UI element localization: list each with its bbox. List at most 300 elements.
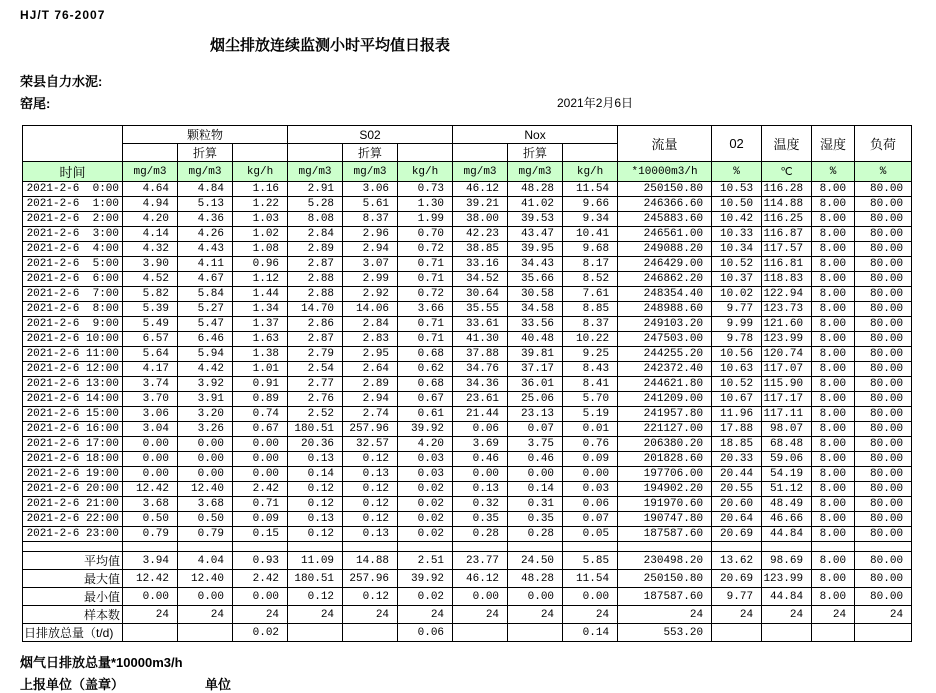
value-cell: 117.57 xyxy=(762,242,812,257)
value-cell: 10.52 xyxy=(712,377,762,392)
value-cell: 37.88 xyxy=(453,347,508,362)
summary-label: 日排放总量（t/d) xyxy=(23,624,123,642)
value-cell: 2.64 xyxy=(343,362,398,377)
value-cell: 8.00 xyxy=(812,182,855,197)
value-cell: 0.61 xyxy=(398,407,453,422)
value-cell: 0.15 xyxy=(233,527,288,542)
flue-gas-total-label: 烟气日排放总量*10000m3/h xyxy=(20,655,183,670)
summary-value-cell: 24 xyxy=(712,606,762,624)
value-cell: 5.64 xyxy=(123,347,178,362)
value-cell: 80.00 xyxy=(855,317,912,332)
time-cell: 2021-2-6 13:00 xyxy=(23,377,123,392)
value-cell: 0.62 xyxy=(398,362,453,377)
value-cell: 3.70 xyxy=(123,392,178,407)
value-cell: 25.06 xyxy=(508,392,563,407)
summary-value-cell: 24.50 xyxy=(508,552,563,570)
value-cell: 80.00 xyxy=(855,437,912,452)
summary-value-cell: 4.04 xyxy=(178,552,233,570)
time-cell: 2021-2-6 9:00 xyxy=(23,317,123,332)
nox-group-header: Nox xyxy=(453,126,618,144)
value-cell: 0.68 xyxy=(398,377,453,392)
value-cell: 8.00 xyxy=(812,347,855,362)
value-cell: 5.61 xyxy=(343,197,398,212)
value-cell: 59.06 xyxy=(762,452,812,467)
summary-value-cell xyxy=(812,624,855,642)
summary-value-cell: 24 xyxy=(233,606,288,624)
time-cell: 2021-2-6 0:00 xyxy=(23,182,123,197)
value-cell: 8.00 xyxy=(812,467,855,482)
value-cell: 248354.40 xyxy=(618,287,712,302)
value-cell: 0.12 xyxy=(343,452,398,467)
company-name: 荣县自力水泥: xyxy=(20,74,103,89)
blank-cell xyxy=(453,542,508,552)
value-cell: 80.00 xyxy=(855,452,912,467)
blank-cell xyxy=(398,542,453,552)
table-row xyxy=(23,392,912,407)
value-cell: 0.12 xyxy=(343,512,398,527)
summary-value-cell: 46.12 xyxy=(453,570,508,588)
table-row xyxy=(23,437,912,452)
value-cell: 80.00 xyxy=(855,182,912,197)
value-cell: 121.60 xyxy=(762,317,812,332)
table-row xyxy=(23,482,912,497)
value-cell: 0.35 xyxy=(453,512,508,527)
unit-cell: % xyxy=(712,162,762,182)
summary-value-cell: 24 xyxy=(123,606,178,624)
blank-cell xyxy=(233,542,288,552)
value-cell: 1.44 xyxy=(233,287,288,302)
value-cell: 0.00 xyxy=(233,452,288,467)
value-cell: 1.99 xyxy=(398,212,453,227)
nox-converted-label: 折算 xyxy=(508,144,563,162)
o2-header: 02 xyxy=(712,126,762,162)
summary-value-cell: 2.42 xyxy=(233,570,288,588)
summary-value-cell: 8.00 xyxy=(812,570,855,588)
value-cell: 12.40 xyxy=(178,482,233,497)
summary-value-cell: 11.54 xyxy=(563,570,618,588)
value-cell: 5.39 xyxy=(123,302,178,317)
value-cell: 20.55 xyxy=(712,482,762,497)
table-row xyxy=(23,377,912,392)
value-cell: 249088.20 xyxy=(618,242,712,257)
value-cell: 80.00 xyxy=(855,482,912,497)
value-cell: 2.94 xyxy=(343,242,398,257)
value-cell: 201828.60 xyxy=(618,452,712,467)
summary-value-cell xyxy=(712,624,762,642)
value-cell: 17.88 xyxy=(712,422,762,437)
value-cell: 20.64 xyxy=(712,512,762,527)
unit-cell: mg/m3 xyxy=(288,162,343,182)
blank-cell xyxy=(855,542,912,552)
value-cell: 117.11 xyxy=(762,407,812,422)
value-cell: 80.00 xyxy=(855,227,912,242)
value-cell: 3.06 xyxy=(123,407,178,422)
value-cell: 2.84 xyxy=(288,227,343,242)
value-cell: 35.66 xyxy=(508,272,563,287)
value-cell: 8.00 xyxy=(812,377,855,392)
blank-cell xyxy=(453,144,508,162)
value-cell: 5.27 xyxy=(178,302,233,317)
blank-cell xyxy=(288,144,343,162)
value-cell: 4.94 xyxy=(123,197,178,212)
value-cell: 8.00 xyxy=(812,287,855,302)
value-cell: 8.00 xyxy=(812,302,855,317)
value-cell: 1.34 xyxy=(233,302,288,317)
value-cell: 244621.80 xyxy=(618,377,712,392)
value-cell: 0.06 xyxy=(563,497,618,512)
temp-header: 温度 xyxy=(762,126,812,162)
value-cell: 80.00 xyxy=(855,467,912,482)
table-row xyxy=(23,407,912,422)
value-cell: 3.66 xyxy=(398,302,453,317)
summary-value-cell: 80.00 xyxy=(855,570,912,588)
time-cell: 2021-2-6 7:00 xyxy=(23,287,123,302)
value-cell: 8.00 xyxy=(812,212,855,227)
value-cell: 46.66 xyxy=(762,512,812,527)
value-cell: 116.25 xyxy=(762,212,812,227)
value-cell: 0.50 xyxy=(123,512,178,527)
summary-value-cell: 24 xyxy=(288,606,343,624)
value-cell: 44.84 xyxy=(762,527,812,542)
value-cell: 116.87 xyxy=(762,227,812,242)
table-row xyxy=(23,257,912,272)
table-body xyxy=(23,182,912,642)
summary-value-cell: 98.69 xyxy=(762,552,812,570)
value-cell: 34.43 xyxy=(508,257,563,272)
summary-value-cell: 24 xyxy=(618,606,712,624)
blank-cell xyxy=(563,144,618,162)
summary-value-cell: 39.92 xyxy=(398,570,453,588)
value-cell: 3.07 xyxy=(343,257,398,272)
value-cell: 2.74 xyxy=(343,407,398,422)
summary-value-cell: 0.00 xyxy=(508,588,563,606)
summary-value-cell: 0.93 xyxy=(233,552,288,570)
value-cell: 4.67 xyxy=(178,272,233,287)
blank-cell xyxy=(812,542,855,552)
value-cell: 8.00 xyxy=(812,407,855,422)
value-cell: 20.60 xyxy=(712,497,762,512)
blank-cell xyxy=(123,542,178,552)
value-cell: 0.14 xyxy=(508,482,563,497)
table-row xyxy=(23,197,912,212)
value-cell: 34.36 xyxy=(453,377,508,392)
value-cell: 10.53 xyxy=(712,182,762,197)
blank-cell xyxy=(712,542,762,552)
value-cell: 9.68 xyxy=(563,242,618,257)
time-cell: 2021-2-6 16:00 xyxy=(23,422,123,437)
value-cell: 39.21 xyxy=(453,197,508,212)
value-cell: 80.00 xyxy=(855,272,912,287)
summary-value-cell xyxy=(288,624,343,642)
summary-label: 样本数 xyxy=(23,606,123,624)
blank-cell xyxy=(762,542,812,552)
value-cell: 5.82 xyxy=(123,287,178,302)
summary-value-cell: 80.00 xyxy=(855,552,912,570)
value-cell: 2.95 xyxy=(343,347,398,362)
value-cell: 4.32 xyxy=(123,242,178,257)
value-cell: 2.92 xyxy=(343,287,398,302)
value-cell: 4.64 xyxy=(123,182,178,197)
report-date: 2021年2月6日 xyxy=(557,96,634,110)
value-cell: 33.56 xyxy=(508,317,563,332)
value-cell: 116.81 xyxy=(762,257,812,272)
table-row xyxy=(23,302,912,317)
value-cell: 8.00 xyxy=(812,512,855,527)
value-cell: 0.09 xyxy=(563,452,618,467)
value-cell: 0.70 xyxy=(398,227,453,242)
value-cell: 1.63 xyxy=(233,332,288,347)
value-cell: 80.00 xyxy=(855,242,912,257)
value-cell: 0.28 xyxy=(508,527,563,542)
value-cell: 0.02 xyxy=(398,497,453,512)
value-cell: 0.96 xyxy=(233,257,288,272)
summary-value-cell: 14.88 xyxy=(343,552,398,570)
value-cell: 1.03 xyxy=(233,212,288,227)
pm-converted-label: 折算 xyxy=(178,144,233,162)
value-cell: 8.00 xyxy=(812,527,855,542)
value-cell: 8.00 xyxy=(812,362,855,377)
summary-value-cell: 3.94 xyxy=(123,552,178,570)
time-cell: 2021-2-6 6:00 xyxy=(23,272,123,287)
table-row xyxy=(23,242,912,257)
summary-value-cell xyxy=(453,624,508,642)
summary-value-cell: 44.84 xyxy=(762,588,812,606)
value-cell: 3.68 xyxy=(178,497,233,512)
value-cell: 247503.00 xyxy=(618,332,712,347)
value-cell: 8.00 xyxy=(812,197,855,212)
table-row xyxy=(23,317,912,332)
blank-cell xyxy=(618,542,712,552)
blank-cell xyxy=(288,542,343,552)
value-cell: 0.91 xyxy=(233,377,288,392)
summary-value-cell: 0.06 xyxy=(398,624,453,642)
value-cell: 0.35 xyxy=(508,512,563,527)
value-cell: 0.72 xyxy=(398,242,453,257)
value-cell: 8.00 xyxy=(812,392,855,407)
summary-value-cell: 0.02 xyxy=(233,624,288,642)
standard-code: HJ/T 76-2007 xyxy=(20,8,106,22)
value-cell: 0.13 xyxy=(343,467,398,482)
value-cell: 80.00 xyxy=(855,512,912,527)
value-cell: 0.02 xyxy=(398,512,453,527)
time-cell: 2021-2-6 15:00 xyxy=(23,407,123,422)
value-cell: 0.00 xyxy=(453,467,508,482)
value-cell: 48.49 xyxy=(762,497,812,512)
summary-value-cell: 0.00 xyxy=(233,588,288,606)
so2-converted-label: 折算 xyxy=(343,144,398,162)
value-cell: 0.06 xyxy=(453,422,508,437)
value-cell: 0.79 xyxy=(123,527,178,542)
value-cell: 187587.60 xyxy=(618,527,712,542)
value-cell: 242372.40 xyxy=(618,362,712,377)
value-cell: 0.03 xyxy=(563,482,618,497)
unit-label: 单位 xyxy=(205,677,232,692)
value-cell: 10.34 xyxy=(712,242,762,257)
value-cell: 4.84 xyxy=(178,182,233,197)
summary-value-cell: 9.77 xyxy=(712,588,762,606)
value-cell: 1.37 xyxy=(233,317,288,332)
value-cell: 9.77 xyxy=(712,302,762,317)
value-cell: 8.00 xyxy=(812,482,855,497)
value-cell: 250150.80 xyxy=(618,182,712,197)
value-cell: 10.22 xyxy=(563,332,618,347)
value-cell: 0.71 xyxy=(398,332,453,347)
value-cell: 123.99 xyxy=(762,332,812,347)
value-cell: 1.02 xyxy=(233,227,288,242)
unit-cell: mg/m3 xyxy=(123,162,178,182)
table-row xyxy=(23,212,912,227)
summary-value-cell: 0.14 xyxy=(563,624,618,642)
value-cell: 4.42 xyxy=(178,362,233,377)
flow-header: 流量 xyxy=(618,126,712,162)
value-cell: 54.19 xyxy=(762,467,812,482)
value-cell: 0.07 xyxy=(563,512,618,527)
value-cell: 5.49 xyxy=(123,317,178,332)
summary-value-cell xyxy=(855,624,912,642)
value-cell: 23.13 xyxy=(508,407,563,422)
spacer-row xyxy=(23,542,912,552)
summary-value-cell: 0.00 xyxy=(178,588,233,606)
summary-value-cell: 24 xyxy=(398,606,453,624)
value-cell: 194902.20 xyxy=(618,482,712,497)
summary-value-cell: 24 xyxy=(508,606,563,624)
value-cell: 8.00 xyxy=(812,257,855,272)
value-cell: 8.00 xyxy=(812,437,855,452)
value-cell: 0.00 xyxy=(508,467,563,482)
value-cell: 42.23 xyxy=(453,227,508,242)
value-cell: 51.12 xyxy=(762,482,812,497)
value-cell: 8.00 xyxy=(812,317,855,332)
value-cell: 0.68 xyxy=(398,347,453,362)
value-cell: 80.00 xyxy=(855,497,912,512)
value-cell: 241957.80 xyxy=(618,407,712,422)
value-cell: 35.55 xyxy=(453,302,508,317)
value-cell: 0.13 xyxy=(288,512,343,527)
value-cell: 10.41 xyxy=(563,227,618,242)
value-cell: 8.00 xyxy=(812,272,855,287)
value-cell: 10.37 xyxy=(712,272,762,287)
value-cell: 80.00 xyxy=(855,197,912,212)
value-cell: 2.94 xyxy=(343,392,398,407)
value-cell: 80.00 xyxy=(855,422,912,437)
value-cell: 9.99 xyxy=(712,317,762,332)
footer-line2 xyxy=(20,674,936,690)
value-cell: 6.57 xyxy=(123,332,178,347)
value-cell: 2.99 xyxy=(343,272,398,287)
value-cell: 244255.20 xyxy=(618,347,712,362)
summary-value-cell: 20.69 xyxy=(712,570,762,588)
value-cell: 3.04 xyxy=(123,422,178,437)
time-cell: 2021-2-6 19:00 xyxy=(23,467,123,482)
unit-cell: mg/m3 xyxy=(453,162,508,182)
value-cell: 8.17 xyxy=(563,257,618,272)
summary-label: 最小值 xyxy=(23,588,123,606)
value-cell: 39.53 xyxy=(508,212,563,227)
value-cell: 2.88 xyxy=(288,272,343,287)
value-cell: 20.44 xyxy=(712,467,762,482)
group-header-row xyxy=(23,126,912,144)
summary-value-cell xyxy=(508,624,563,642)
value-cell: 3.74 xyxy=(123,377,178,392)
summary-value-cell: 48.28 xyxy=(508,570,563,588)
value-cell: 0.79 xyxy=(178,527,233,542)
value-cell: 0.02 xyxy=(398,527,453,542)
value-cell: 10.50 xyxy=(712,197,762,212)
value-cell: 191970.60 xyxy=(618,497,712,512)
value-cell: 2.87 xyxy=(288,332,343,347)
summary-value-cell: 187587.60 xyxy=(618,588,712,606)
table-row xyxy=(23,182,912,197)
value-cell: 68.48 xyxy=(762,437,812,452)
table-row xyxy=(23,467,912,482)
table-row xyxy=(23,227,912,242)
value-cell: 9.78 xyxy=(712,332,762,347)
value-cell: 0.12 xyxy=(343,482,398,497)
table-header xyxy=(23,126,912,182)
value-cell: 0.13 xyxy=(453,482,508,497)
value-cell: 4.11 xyxy=(178,257,233,272)
value-cell: 23.61 xyxy=(453,392,508,407)
summary-value-cell: 0.00 xyxy=(563,588,618,606)
value-cell: 80.00 xyxy=(855,212,912,227)
summary-value-cell: 0.02 xyxy=(398,588,453,606)
summary-row xyxy=(23,552,912,570)
blank-cell xyxy=(508,542,563,552)
value-cell: 18.85 xyxy=(712,437,762,452)
value-cell: 8.00 xyxy=(812,452,855,467)
value-cell: 39.92 xyxy=(398,422,453,437)
value-cell: 80.00 xyxy=(855,362,912,377)
unit-cell: ℃ xyxy=(762,162,812,182)
summary-value-cell: 0.12 xyxy=(288,588,343,606)
time-cell: 2021-2-6 8:00 xyxy=(23,302,123,317)
value-cell: 197706.00 xyxy=(618,467,712,482)
blank-cell xyxy=(563,542,618,552)
value-cell: 2.76 xyxy=(288,392,343,407)
value-cell: 4.52 xyxy=(123,272,178,287)
value-cell: 30.64 xyxy=(453,287,508,302)
value-cell: 2.91 xyxy=(288,182,343,197)
value-cell: 2.89 xyxy=(343,377,398,392)
value-cell: 4.20 xyxy=(398,437,453,452)
summary-value-cell: 0.00 xyxy=(123,588,178,606)
value-cell: 8.37 xyxy=(343,212,398,227)
value-cell: 1.08 xyxy=(233,242,288,257)
value-cell: 34.58 xyxy=(508,302,563,317)
summary-value-cell xyxy=(123,624,178,642)
value-cell: 48.28 xyxy=(508,182,563,197)
value-cell: 0.05 xyxy=(563,527,618,542)
time-cell: 2021-2-6 18:00 xyxy=(23,452,123,467)
value-cell: 257.96 xyxy=(343,422,398,437)
time-cell: 2021-2-6 21:00 xyxy=(23,497,123,512)
unit-cell: mg/m3 xyxy=(178,162,233,182)
summary-value-cell xyxy=(178,624,233,642)
value-cell: 0.73 xyxy=(398,182,453,197)
summary-row xyxy=(23,606,912,624)
time-cell: 2021-2-6 5:00 xyxy=(23,257,123,272)
value-cell: 2.54 xyxy=(288,362,343,377)
value-cell: 38.85 xyxy=(453,242,508,257)
value-cell: 8.43 xyxy=(563,362,618,377)
value-cell: 0.76 xyxy=(563,437,618,452)
summary-value-cell: 24 xyxy=(453,606,508,624)
value-cell: 5.94 xyxy=(178,347,233,362)
summary-value-cell: 257.96 xyxy=(343,570,398,588)
value-cell: 0.71 xyxy=(233,497,288,512)
value-cell: 0.00 xyxy=(563,467,618,482)
value-cell: 0.12 xyxy=(288,482,343,497)
